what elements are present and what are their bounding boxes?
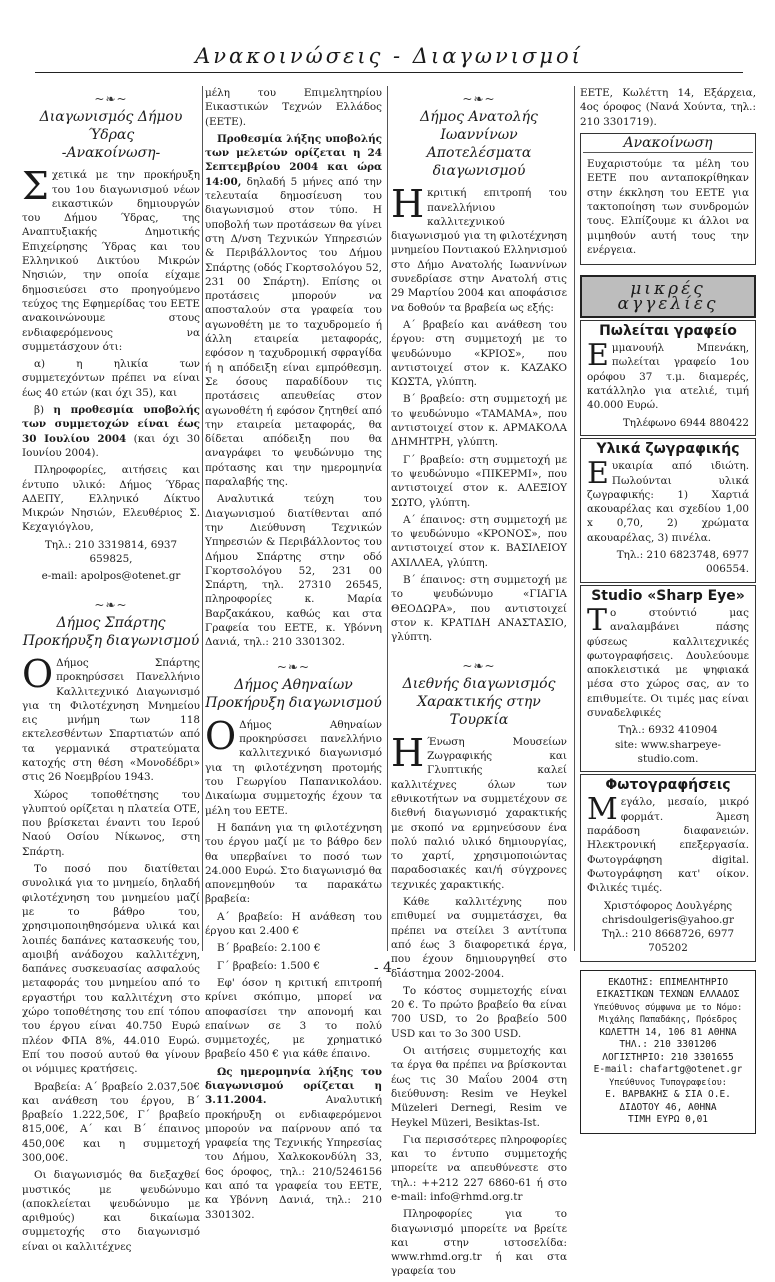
article-paragraph: Το κόστος συμμετοχής είναι 20 €. Το πρώτο βραβείο θα είναι 700 USD, το 2ο βραβείο 500 USD και το 3ο 300 USD. bbox=[391, 984, 567, 1040]
article-paragraph: α) η ηλικία των συμμετεχόντων πρέπει να είναι έως 40 ετών (και όχι 35), και bbox=[22, 358, 200, 399]
article-hydra-title bbox=[22, 108, 200, 162]
article-title: Δήμος Αθηναίων bbox=[234, 676, 353, 693]
ornament-icon: ~❧~ bbox=[462, 92, 496, 106]
article-paragraph: Η δαπάνη για τη φιλοτέχνηση του έργου μαζί με το βάθρο δεν θα υπερβαίνει το ποσό των 24.000 Ευρώ. Στο διαγωνισμό θα απονεμηθούν τα παρακάτω βραβεία: bbox=[205, 821, 382, 906]
ornament-icon: ~❧~ bbox=[462, 658, 496, 673]
ad-phone: Τηλέφωνο 6944 880422 bbox=[622, 416, 749, 429]
article-turkey-title bbox=[391, 675, 567, 729]
article-paragraph: Χώρος τοποθέτησης του γλυπτού ορίζεται η πλατεία ΟΤΕ, που βρίσκεται έναντι του Ιερού Ναού Οσίου Νίκωνος, στη Σπάρτη. bbox=[22, 788, 200, 858]
ad-title: Υλικά ζωγραφικής bbox=[596, 440, 740, 457]
article-paragraph: Ο Δήμος Αθηναίων προκηρύσσει πανελλήνιο καλλιτεχνικό διαγωνισμό για τη φιλοτέχνηση προτομής του Γεωργίου Παπανικολάου. Δικαίωμα συμμετοχής έχουν τα μέλη του ΕΕΤΕ. bbox=[205, 713, 382, 817]
article-paragraph: Β΄ έπαινος: στη συμμετοχή με το ψευδώνυμο «ΓΙΑΓΙΑ ΘΕΟΔΩΡΑ», που αντιστοιχεί στον κ. ΚΡΑΤΙΔΗ ΑΝΑΣΤΑΣΙΟ, γλύπτη. bbox=[391, 574, 567, 644]
ad-phone: Τηλ.: 6932 410904 bbox=[618, 724, 718, 737]
column-4 bbox=[580, 86, 756, 1134]
article-paragraph: Ο Δήμος Σπάρτης προκηρύσσει Πανελλήνιο Καλλιτεχνικό Διαγωνισμό για τη Φιλοτέχνηση Μνημείου εις μνήμη των 118 εκτελεσθέντων Σπαρτιατών από τα γερμανικά στρατεύματα κατοχής στη θέση «Μονοδέδρι» στις 26 Νοεμβρίου 1943. bbox=[22, 651, 200, 784]
drop-cap: Ε bbox=[587, 338, 609, 374]
ad-website: site: www.sharpeye-studio.com. bbox=[614, 738, 722, 765]
column-divider bbox=[387, 86, 388, 951]
article-subtitle: -Ανακοίνωση- bbox=[61, 145, 161, 162]
article-subtitle: Προκήρυξη διαγωνισμού bbox=[205, 694, 382, 711]
article-title: Διεθνής διαγωνισμός bbox=[402, 675, 556, 692]
notice-title: Ανακοίνωση bbox=[583, 136, 753, 153]
classified-ad bbox=[580, 585, 756, 773]
article-athens-title bbox=[205, 676, 382, 712]
article-paragraph: Β΄ βραβείο: 2.100 € bbox=[217, 942, 321, 955]
publisher-imprint: ΕΚΔΟΤΗΣ: ΕΠΙΜΕΛΗΤΗΡΙΟ ΕΙΚΑΣΤΙΚΩΝ ΤΕΧΝΩΝ ΕΛΛΑΔΟΣ Υπεύθυνος σύμφωνα με το Νόμο: Μιχάλης Παπαδάκης, Πρόεδρος ΚΩΛΕΤΤΗ 14, 106 81 ΑΘΗΝΑ ΤΗΛ.: 210 3301206 ΛΟΓΙΣΤΗΡΙΟ: 210 3301655 E-mail: chafartg@otenet.gr Υπεύθυνος Τυπογραφείου: Ε. ΒΑΡΒΑΚΗΣ & ΣΙΑ Ο.Ε. ΔΙΔΟΤΟΥ 46, ΑΘΗΝΑ ΤΙΜΗ ΕΥΡΩ 0,01 bbox=[580, 970, 756, 1134]
article-paragraph: Ως ημερομηνία λήξης του διαγωνισμού ορίζεται η 3.11.2004. Αναλυτική προκήρυξη οι ενδιαφερόμενοι μπορούν να παίρνουν από τα γραφεία της Τεχνικής Υπηρεσίας του Δήμου, Χαλκοκονδύλη 33, 6ος όροφος, τηλ.: 210/5246156 και από τα γραφεία του ΕΕΤΕ, κα Υβόννη Δανιά, τηλ.: 210 3301302. bbox=[205, 1065, 382, 1221]
article-title: Δήμος Ανατολής Ιωαννίνων bbox=[420, 109, 538, 144]
article-paragraph: Η κριτική επιτροπή του πανελλήνιου καλλιτεχνικού διαγωνισμού για τη φιλοτέχνηση μνημείου Ποντιακού Ελληνισμού στο Δήμο Ανατολής Ιωαννίνων συνεδρίασε στην Ανατολή στις 29 Μαρτίου 2004 και αποφάσισε να δοθούν τα βραβεία ως εξής: bbox=[391, 182, 568, 314]
column-2 bbox=[205, 86, 382, 1225]
article-paragraph: Γ΄ βραβείο: στη συμμετοχή με το ψευδώνυμο «ΠΙΚΕΡΜΙ», που αντιστοιχεί στον κ. ΑΛΕΞΙΟΥ ΣΩΤΟ, γλύπτη. bbox=[391, 453, 567, 509]
page-header-title: Ανακοινώσεις - Διαγωνισμοί bbox=[35, 40, 743, 73]
ornament-icon: ~❧~ bbox=[94, 597, 128, 612]
drop-cap: Σ bbox=[22, 164, 49, 209]
classified-ad bbox=[580, 438, 756, 583]
ad-title: Πωλείται γραφείο bbox=[599, 322, 737, 339]
article-subtitle: Προκήρυξη διαγωνισμού bbox=[22, 632, 200, 649]
drop-cap: Τ bbox=[587, 602, 608, 638]
ad-phone: Τηλ.: 210 6823748, 6977 006554. bbox=[616, 549, 749, 576]
article-paragraph: Πληροφορίες, αιτήσεις και έντυπο υλικό: Δήμος Ύδρας ΑΔΕΠΥ, Ελληνικό Δίκτυο Μικρών Νησιών, Ελευθέριος Σ. Κεχαγιόγλου, bbox=[22, 464, 200, 534]
article-sparta-title bbox=[22, 614, 200, 650]
contact-phone: Τηλ.: 210 3319814, 6937 659825, bbox=[44, 538, 178, 566]
notice-box bbox=[580, 133, 756, 265]
article-ioannina-title bbox=[391, 108, 567, 180]
article-paragraph: Σχετικά με την προκήρυξη του 1ου διαγωνισμού νέων εικαστικών δημιουργών του Δήμου Ύδρας, της Αναπτυξιακής Δημοτικής Επιχείρησης Ύδρας και του Ελληνικού Δικτύου Μικρών Νησιών, την οποία είχαμε δημοσιεύσει στο προηγούμενο τεύχος της Εφημερίδας του ΕΕΤΕ ανακοινώνουμε στους ενδιαφερόμενους να συμμετάσχουν ότι: bbox=[22, 164, 200, 353]
ad-title: Studio «Sharp Eye» bbox=[591, 587, 745, 604]
article-paragraph: Η Ένωση Μουσείων Ζωγραφικής και Γλυπτικής καλεί καλλιτέχνες όλων των εθνικοτήτων να συμμετέχουν σε διεθνή διαγωνισμό χαρακτικής με σκοπό να ερμηνεύσουν ένα πολύ παλιό υλικό δημιουργίας, το χαρτί, χρησιμοποιώντας παραδοσιακές και/ή σύγχρονες τεχνικές χαρακτικής. bbox=[391, 730, 567, 891]
article-title: Διαγωνισμός Δήμου Ύδρας bbox=[39, 109, 183, 144]
article-paragraph: Για περισσότερες πληροφορίες και το έντυπο συμμετοχής μπορείτε να απευθύνεστε στο τηλ.: ++212 227 6860-61 ή στο e-mail: info@rhmd.org.tr bbox=[391, 1133, 567, 1203]
classified-ad bbox=[580, 320, 756, 436]
drop-cap: Ο bbox=[205, 713, 237, 758]
ad-phone: Τηλ.: 210 8668726, 6977 705202 bbox=[601, 928, 735, 955]
article-subtitle: Αποτελέσματα διαγωνισμού bbox=[426, 145, 532, 180]
article-paragraph: Κάθε καλλιτέχνης που επιθυμεί να συμμετάσχει, θα πρέπει να στείλει 3 αντίτυπα από έως 3 διαφορετικά έργα, που έχουν δημιουργηθεί στο διάστημα 2002-2004. bbox=[391, 896, 567, 980]
article-paragraph: Το ποσό που διατίθεται συνολικά για το μνημείο, δηλαδή φιλοτέχνηση του μνημείου μαζί με το βάθρο του, χρησιμοποιηθησόμενα υλικά και λοιπές δαπάνες κατασκευής του, αμοιβή ανάδοχου καλλιτέχνη, δαπάνες συσκευασίας ασφαλούς μεταφοράς του μνημείου από το εργαστήρι του καλλιτέχνη στο χώρο τοποθέτησης του επί τόπου του έργου είναι 40.750 Ευρώ πλέον ΦΠΑ 8%, 44.010 Ευρώ. Επί του ποσού αυτού θα γίνουν οι νόμιμες κρατήσεις. bbox=[22, 863, 200, 1076]
contact-email: e-mail: apolpos@otenet.gr bbox=[41, 570, 181, 583]
ad-text: Ευκαιρία από ιδιώτη. Πωλούνται υλικά ζωγραφικής: 1) Χαρτιά ακουαρέλας και σχεδίου 1,00 x 0,70, 2) χρώματα ακουαρέλας, 3) πινέλα. bbox=[587, 456, 749, 544]
classifieds-banner: μικρές αγγελίες bbox=[580, 275, 756, 318]
drop-cap: Μ bbox=[587, 792, 618, 828]
ornament-icon: ~❧~ bbox=[276, 659, 311, 674]
article-paragraph: Βραβεία: Α΄ βραβείο 2.037,50€ και ανάθεση του έργου, Β΄ βραβείο 1.222,50€, Γ΄ βραβείο 815,00€, Α΄ και Β΄ έπαινος 450,00€ και η συμμετοχή 300,00€. bbox=[22, 1080, 200, 1164]
article-paragraph: Αναλυτικά τεύχη του Διαγωνισμού διατίθενται από την Διεύθυνση Τεχνικών Υπηρεσιών & Περιβάλλοντος του Δήμου Σπάρτης στην οδό Γκορτσολόγου 52, 231 00 Σπάρτη, τηλ. 27310 26545, πληροφορίες κ. Μαρία Βαρζακάκου, καθώς και στα Γραφεία του ΕΕΤΕ, κ. Υβόννη Δανιά, τηλ.: 210 3301302. bbox=[205, 493, 382, 649]
page-number: - 4 - bbox=[373, 960, 402, 976]
article-paragraph: Οι διαγωνισμός θα διεξαχθεί μυστικός με ψευδώνυμο (αποκλείεται ψευδώνυμο με αριθμούς) και δικαίωμα συμμετοχής στο διαγωνισμό είναι οι καλλιτέχνες bbox=[22, 1169, 200, 1253]
article-paragraph: β) η προθεσμία υποβολής των συμμετοχών είναι έως 30 Ιουλίου 2004 (και όχι 30 Ιουνίου 2004). bbox=[22, 404, 200, 459]
article-paragraph: Οι αιτήσεις συμμετοχής και τα έργα θα πρέπει να βρίσκονται έως τις 30 Μαΐου 2004 στη διεύθυνση: Resim ve Heykel Müzeleri Dernegi, Resim ve Heykel Müzeri, Besiktas-Ist. bbox=[391, 1045, 567, 1129]
article-paragraph: Γ΄ βραβείο: 1.500 € bbox=[217, 959, 321, 972]
ad-email: chrisdoulgeris@yahoo.gr bbox=[602, 913, 734, 926]
ornament-icon: ~❧~ bbox=[94, 92, 128, 106]
classified-ad bbox=[580, 774, 756, 962]
article-paragraph: Α΄ έπαινος: στη συμμετοχή με το ψευδώνυμο «ΚΡΟΝΟΣ», που αντιστοιχεί στον κ. ΒΑΣΙΛΕΙΟΥ ΑΧΙΛΛΕΑ, γλύπτη. bbox=[391, 513, 567, 569]
column-divider bbox=[202, 86, 203, 951]
notice-text: Ευχαριστούμε τα μέλη του ΕΕΤΕ που ανταποκρίθηκαν στην έκκληση του ΕΕΤΕ για τακτοποίηση των συνδρομών τους. Ελπίζουμε κι άλλοι να μιμηθούν αυτή τους την ενέργεια. bbox=[587, 158, 749, 256]
article-paragraph: ΕΕΤΕ, Κωλέττη 14, Εξάρχεια, 4ος όροφος (Νανά Χούντα, τηλ.: 210 3301719). bbox=[580, 87, 756, 128]
drop-cap: Ο bbox=[22, 651, 54, 696]
article-paragraph: Προθεσμία λήξης υποβολής των μελετών ορίζεται η 24 Σεπτεμβρίου 2004 και ώρα 14:00, δηλαδή 5 μήνες από την τελευταία δημοσίευση του διαγωνισμού στον τύπο. Η υποβολή των προτάσεων θα γίνει στη Δ/νση Τεχνικών Υπηρεσιών & Περιβάλλοντος του Δήμου Σπάρτης (οδός Γκορτσολόγου 52, 231 00 Σπάρτη). Επίσης οι προτάσεις μπορούν να αποσταλούν στα γραφεία του αγωνοθέτη με το ταχυδρομείο ή άλλη εταιρεία μεταφοράς, εφόσον η ταχυδρομική σφραγίδα ή η απόδειξη είναι εμπρόθεσμη. Σε όσους παραδίδουν τις προτάσεις απευθείας στον αγωνοθέτη ή εφόσον ζητηθεί από την εταιρεία μεταφοράς, θα δίδεται απόδειξη που θα αναγράφει το ψευδώνυμο της πρότασης και την ημερομηνία παραλαβής της. bbox=[205, 132, 382, 489]
ad-contact-name: Χριστόφορος Δουλγέρης bbox=[603, 899, 733, 912]
article-title: Δήμος Σπάρτης bbox=[56, 614, 166, 631]
article-paragraph: Α΄ βραβείο και ανάθεση του έργου: στη συμμετοχή με το ψευδώνυμο «ΚΡΙΟΣ», που αντιστοιχεί στον κ. ΚΑΖΑΚΟ ΚΩΣΤΑ, γλύπτη. bbox=[391, 318, 567, 389]
column-divider bbox=[574, 86, 575, 951]
article-paragraph: Β΄ βραβείο: στη συμμετοχή με το ψευδώνυμο «ΤΑΜΑΜΑ», που αντιστοιχεί στον κ. ΑΡΜΑΚΟΛΑ ΔΗΜΗΤΡΗ, γλύπτη. bbox=[391, 393, 567, 449]
drop-cap: Η bbox=[391, 730, 425, 775]
column-1 bbox=[22, 86, 200, 1257]
article-paragraph: Πληροφορίες για το διαγωνισμό μπορείτε να βρείτε και στην ιστοσελίδα: www.rhmd.org.tr ή και στα γραφεία του bbox=[391, 1208, 567, 1278]
article-subtitle: Χαρακτικής στην Τουρκία bbox=[417, 693, 541, 728]
ad-text: Μεγάλο, μεσαίο, μικρό φορμάτ. Άμεση παράδοση διαφανειών. Ηλεκτρονική επεξεργασία. Φωτογράφηση digital. Φωτογράφηση κατ' οίκον. Φιλικές τιμές. bbox=[587, 792, 749, 895]
ad-text: Εμμανουήλ Μπενάκη, πωλείται γραφείο 1ου ορόφου 37 τ.μ. διαμερές, κατάλληλο για ατελιέ, τιμή 40.000 Ευρώ. bbox=[587, 338, 749, 412]
column-3 bbox=[391, 86, 567, 1282]
drop-cap: Η bbox=[391, 182, 425, 227]
drop-cap: Ε bbox=[587, 456, 609, 492]
article-paragraph: μέλη του Επιμελητηρίου Εικαστικών Τεχνών Ελλάδος (ΕΕΤΕ). bbox=[205, 87, 382, 128]
ad-title: Φωτογραφήσεις bbox=[605, 777, 731, 794]
article-paragraph: Εφ' όσον η κριτική επιτροπή κρίνει σκόπιμο, μπορεί να αποφασίσει την απονομή και επαίνων σε 3 το πολύ συμμετοχές, με χρηματικό βραβείο 450 € για κάθε έπαινο. bbox=[205, 976, 382, 1061]
article-paragraph: Α΄ βραβείο: Η ανάθεση του έργου και 2.400 € bbox=[205, 910, 382, 938]
ad-text: Το στούντιό μας αναλαμβάνει πάσης φύσεως καλλιτεχνικές φωτογραφήσεις. Δουλεύουμε αποκλειστικά με ψηφιακά μέσα στο χώρος σας, αν το επιθυμείτε. Οι τιμές μας είναι συναδελφικές bbox=[587, 602, 749, 719]
